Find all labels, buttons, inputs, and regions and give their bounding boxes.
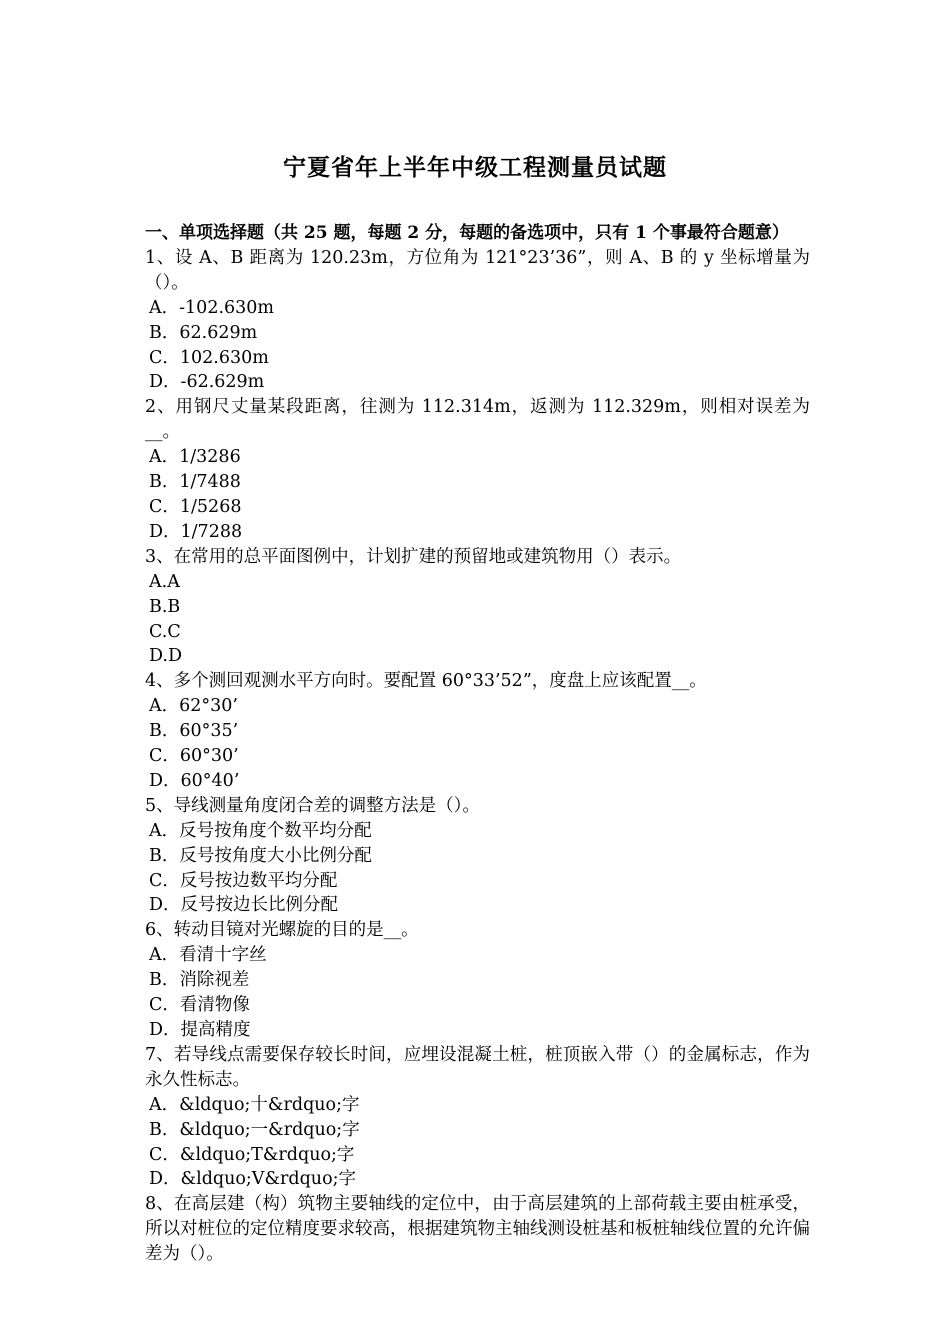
document-body bbox=[145, 221, 810, 1267]
option-c: C．1/5268 bbox=[149, 496, 242, 517]
option-c: C．102.630m bbox=[149, 347, 269, 368]
question-text: 6、转动目镜对光螺旋的目的是__。 bbox=[145, 920, 419, 941]
option-b: B．60°35’ bbox=[149, 721, 239, 742]
option-b: B．62.629m bbox=[149, 322, 258, 343]
option-a: A．1/3286 bbox=[149, 447, 241, 468]
question-text: 2、用钢尺丈量某段距离，往测为 112.314m，返测为 112.329m，则相对误差为__。 bbox=[145, 397, 810, 443]
option-d: D．-62.629m bbox=[149, 372, 265, 393]
option-a: A．反号按角度个数平均分配 bbox=[149, 820, 372, 841]
option-d: D．1/7288 bbox=[149, 521, 243, 542]
option-b: B．反号按角度大小比例分配 bbox=[149, 845, 372, 866]
question-1 bbox=[145, 246, 810, 395]
question-3 bbox=[145, 545, 810, 670]
question-8 bbox=[145, 1192, 810, 1267]
option-a: A．-102.630m bbox=[149, 297, 275, 318]
option-d: D．反号按边长比例分配 bbox=[149, 895, 339, 916]
option-c: C．&ldquo;T&rdquo;字 bbox=[149, 1144, 355, 1165]
option-c: C.C bbox=[149, 621, 181, 642]
option-c: C．60°30’ bbox=[149, 746, 239, 767]
option-a: A．62°30’ bbox=[149, 696, 238, 717]
question-4 bbox=[145, 669, 810, 794]
question-text: 7、若导线点需要保存较长时间，应埋设混凝土桩，桩顶嵌入带（）的金属标志，作为永久性标志。 bbox=[145, 1044, 810, 1090]
question-text: 4、多个测回观测水平方向时。要配置 60°33’52”，度盘上应该配置__。 bbox=[145, 671, 707, 692]
option-b: B．消除视差 bbox=[149, 970, 250, 991]
option-c: C．看清物像 bbox=[149, 995, 250, 1016]
section-heading: 一、单项选择题（共 25 题，每题 2 分，每题的备选项中，只有 1 个事最符合题意） bbox=[145, 223, 789, 243]
option-b: B．1/7488 bbox=[149, 472, 241, 493]
question-text: 3、在常用的总平面图例中，计划扩建的预留地或建筑物用（）表示。 bbox=[145, 546, 682, 567]
question-6 bbox=[145, 918, 810, 1043]
question-2 bbox=[145, 395, 810, 544]
option-d: D．60°40’ bbox=[149, 770, 240, 791]
question-text: 5、导线测量角度闭合差的调整方法是（）。 bbox=[145, 795, 480, 816]
option-c: C．反号按边数平均分配 bbox=[149, 870, 338, 891]
question-text: 8、在高层建（构）筑物主要轴线的定位中，由于高层建筑的上部荷载主要由桩承受，所以对桩位的定位精度要求较高，根据建筑物主轴线测设桩基和板桩轴线位置的允许偏差为（）。 bbox=[145, 1194, 810, 1265]
question-7 bbox=[145, 1043, 810, 1192]
option-b: B．&ldquo;一&rdquo;字 bbox=[149, 1119, 360, 1140]
option-a: A．看清十字丝 bbox=[149, 945, 267, 966]
document-title: 宁夏省年上半年中级工程测量员试题 bbox=[283, 154, 667, 181]
question-text: 1、设 A、B 距离为 120.23m，方位角为 121°23’36”，则 A、B 的 y 坐标增量为（）。 bbox=[145, 247, 810, 293]
option-d: D．&ldquo;V&rdquo;字 bbox=[149, 1169, 357, 1190]
question-5 bbox=[145, 794, 810, 919]
option-d: D．提高精度 bbox=[149, 1020, 251, 1040]
option-a: A.A bbox=[149, 571, 180, 592]
option-a: A．&ldquo;十&rdquo;字 bbox=[149, 1094, 360, 1115]
option-b: B.B bbox=[149, 596, 181, 617]
option-d: D.D bbox=[149, 646, 183, 667]
